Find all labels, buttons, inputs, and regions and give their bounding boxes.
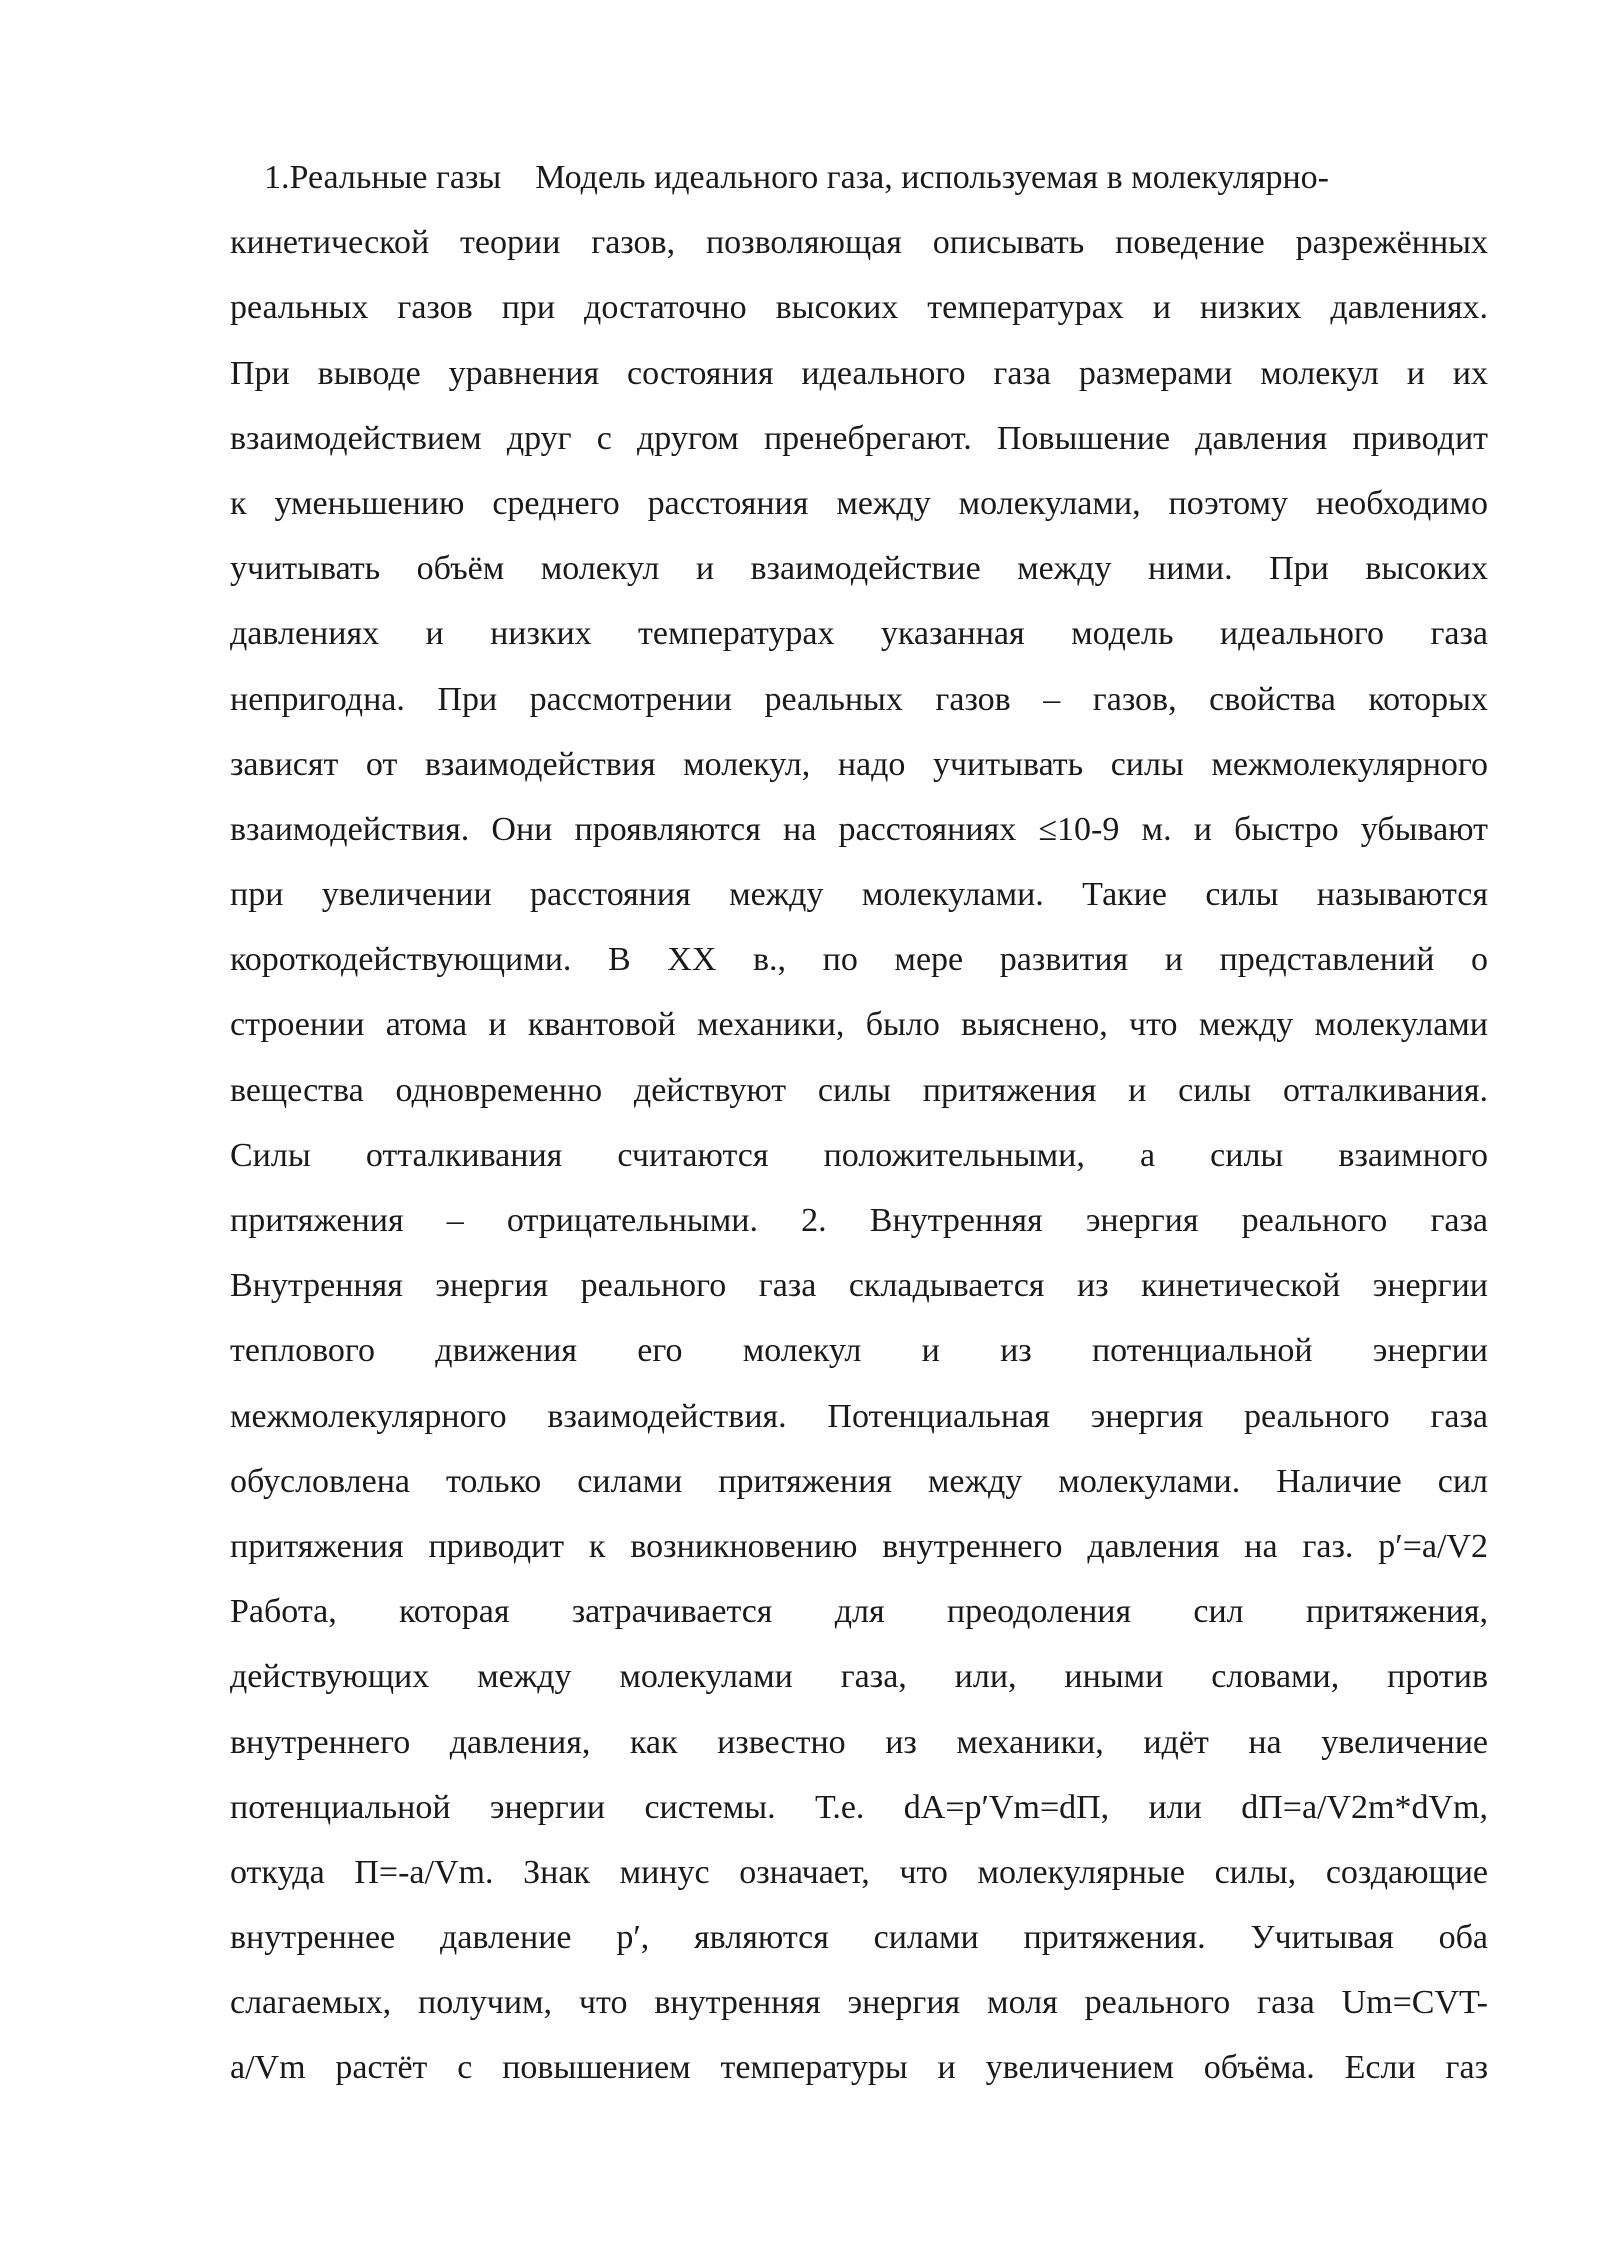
text-line: теплового движения его молекул и из потенциальной энергии (230, 1332, 1488, 1370)
text-line: Внутренняя энергия реального газа складывается из кинетической энергии (230, 1267, 1488, 1305)
text-line: притяжения – отрицательными. 2. Внутренняя энергия реального газа (230, 1202, 1488, 1239)
text-line: зависят от взаимодействия молекул, надо учитывать силы межмолекулярного (230, 745, 1488, 783)
text-line: вещества одновременно действуют силы притяжения и силы отталкивания. (230, 1071, 1488, 1109)
text-line: a/Vm растёт с повышением температуры и увеличением объёма. Если газ (230, 2049, 1488, 2087)
text-line: Работа, которая затрачивается для преодоления сил притяжения, (230, 1593, 1488, 1631)
text-line: при увеличении расстояния между молекулами. Такие силы называются (230, 876, 1488, 914)
text-line: межмолекулярного взаимодействия. Потенциальная энергия реального газа (230, 1397, 1488, 1435)
text-line: откуда П=-a/Vm. Знак минус означает, что молекулярные силы, создающие (230, 1853, 1488, 1891)
text-line: обусловлена только силами притяжения между молекулами. Наличие сил (230, 1462, 1488, 1500)
text-line: учитывать объём молекул и взаимодействие между ними. При высоких (230, 550, 1488, 588)
text-line: к уменьшению среднего расстояния между молекулами, поэтому необходимо (230, 484, 1488, 522)
text-line: потенциальной энергии системы. Т.е. dA=p′Vm=dП, или dП=a/V2m*dVm, (230, 1788, 1488, 1826)
text-line: реальных газов при достаточно высоких температурах и низких давлениях. (230, 289, 1488, 327)
text-line: строении атома и квантовой механики, было выяснено, что между молекулами (230, 1006, 1488, 1044)
text-line: При выводе уравнения состояния идеального газа размерами молекул и их (230, 354, 1488, 392)
text-line: притяжения приводит к возникновению внутреннего давления на газ. p′=a/V2 (230, 1527, 1488, 1565)
text-line: 1.Реальные газы Модель идеального газа, используемая в молекулярно- (230, 159, 1329, 196)
text-line: короткодействующими. В XX в., по мере развития и представлений о (230, 941, 1488, 979)
text-line: действующих между молекулами газа, или, иными словами, против (230, 1658, 1488, 1696)
text-line: кинетической теории газов, позволяющая описывать поведение разрежённых (230, 224, 1488, 262)
text-line: взаимодействием друг с другом пренебрегают. Повышение давления приводит (230, 419, 1488, 457)
document-body-text (230, 145, 1488, 2101)
text-line: слагаемых, получим, что внутренняя энергия моля реального газа Um=CVT- (230, 1984, 1488, 2022)
text-line: внутреннего давления, как известно из механики, идёт на увеличение (230, 1723, 1488, 1761)
text-line: Силы отталкивания считаются положительными, а силы взаимного (230, 1136, 1488, 1174)
text-line: взаимодействия. Они проявляются на расстояниях ≤10-9 м. и быстро убывают (230, 810, 1488, 848)
text-line: давлениях и низких температурах указанная модель идеального газа (230, 615, 1488, 653)
text-line: непригодна. При рассмотрении реальных газов – газов, свойства которых (230, 680, 1488, 718)
text-line: внутреннее давление p′, являются силами притяжения. Учитывая оба (230, 1919, 1488, 1957)
